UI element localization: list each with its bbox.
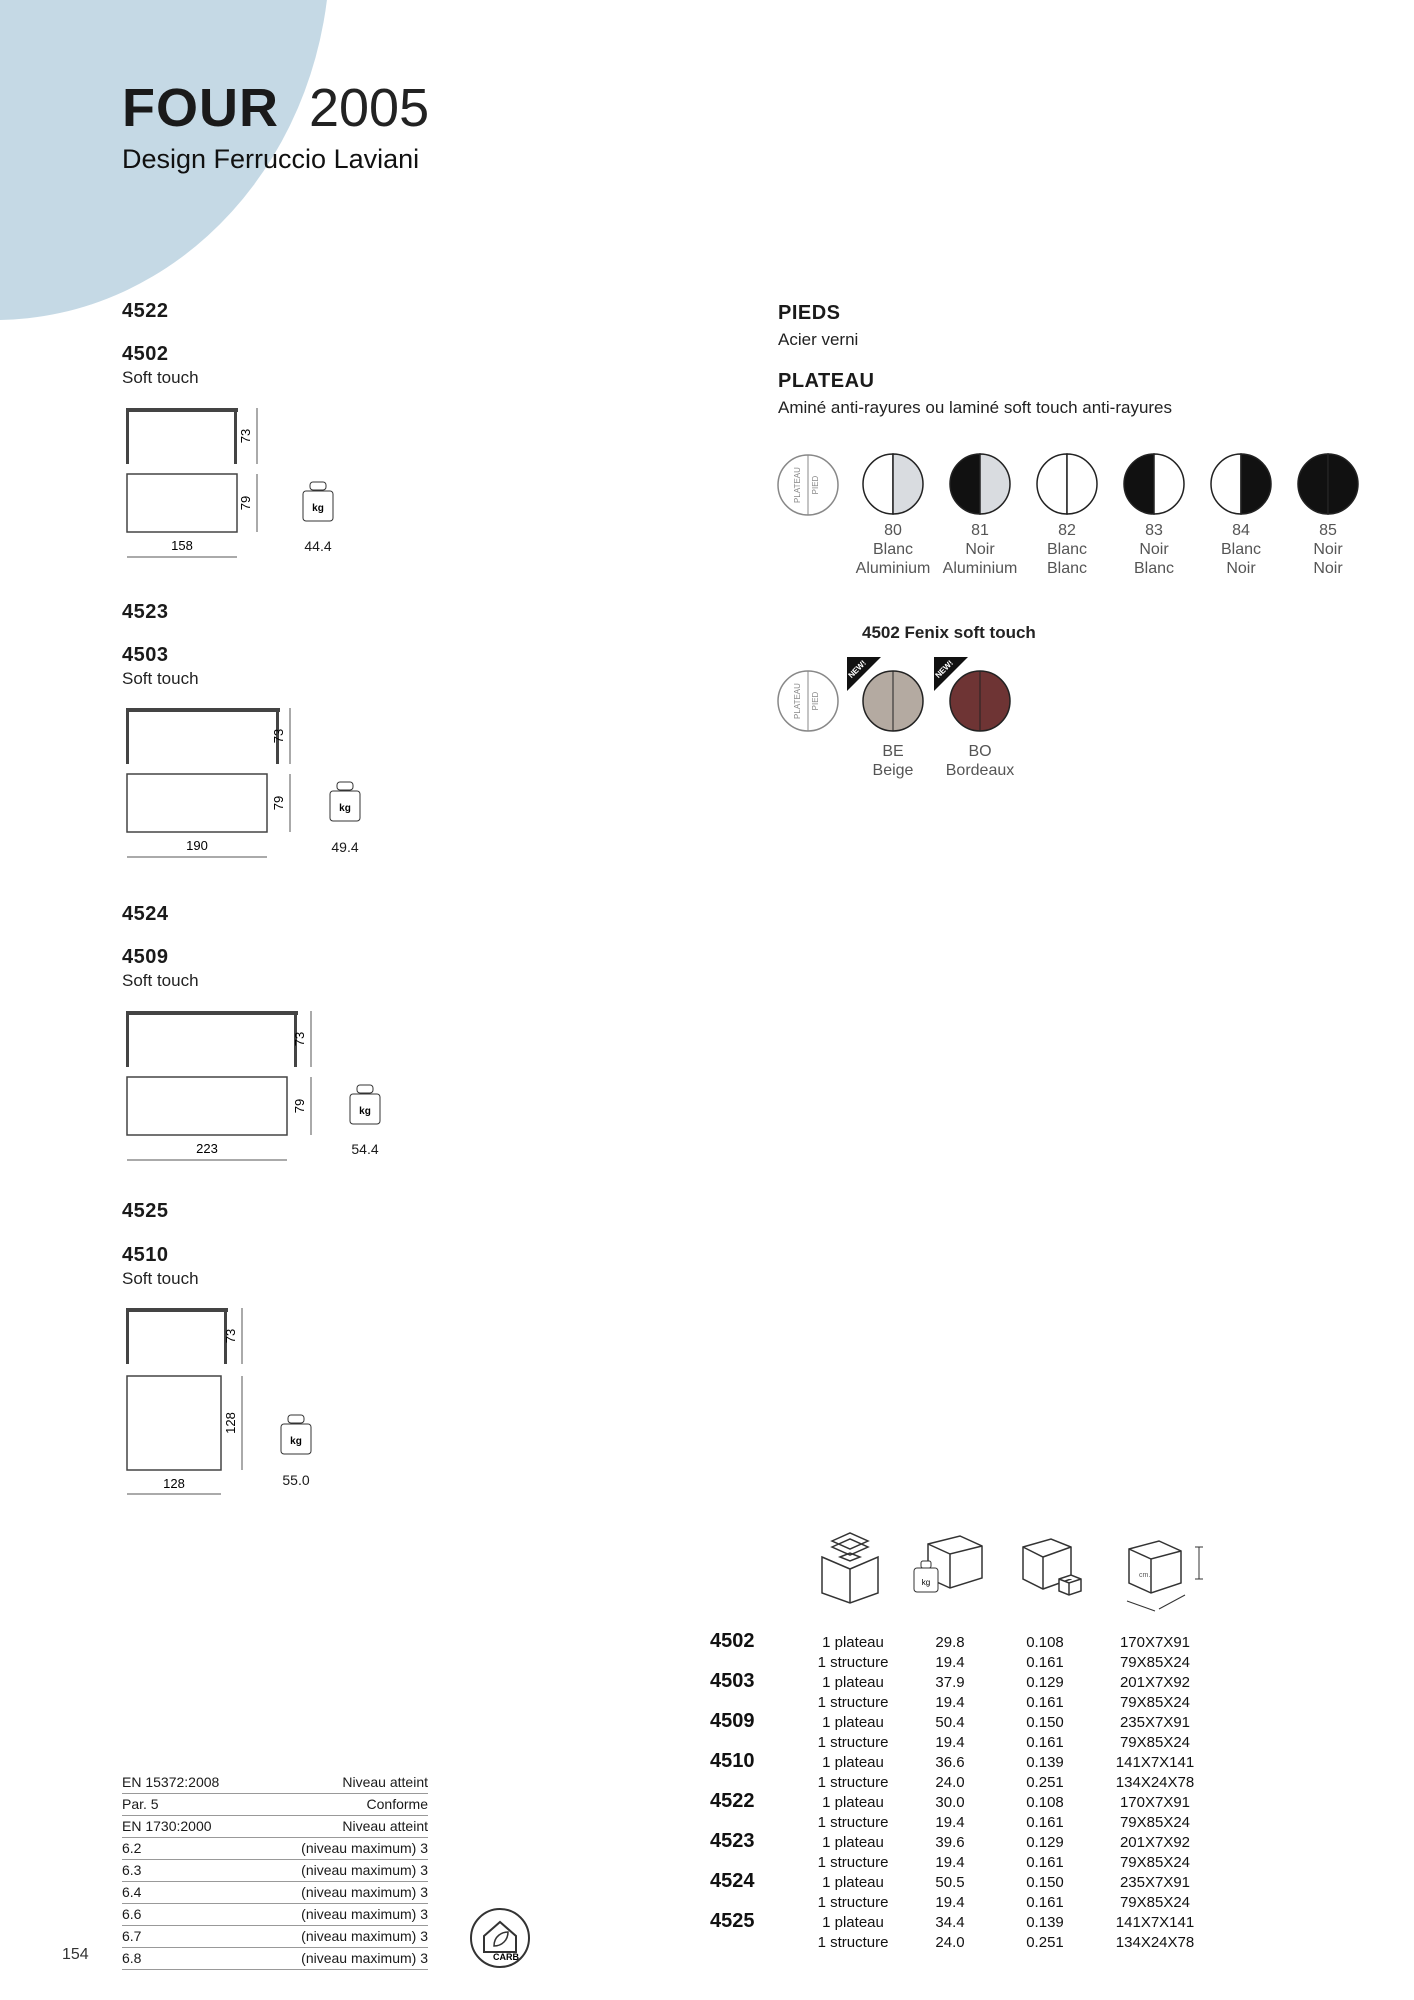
depth-label: 79: [238, 495, 253, 511]
swatch-leg-finish: Blanc: [1133, 560, 1175, 577]
plateau-pied-legend: [776, 453, 840, 517]
fenix-swatch-beige: [845, 655, 935, 780]
row-code: 4502: [710, 1630, 755, 1652]
product-code: 4510: [122, 1244, 169, 1266]
weight-icon: [345, 1083, 385, 1138]
pieds-heading: PIEDS: [778, 302, 841, 324]
new-badge: NEW!: [846, 658, 868, 680]
product-finish: Soft touch: [122, 971, 199, 990]
table-row: 4525 1 plateau 34.4 0.139 141X7X141 1 structure 24.0 0.251 134X24X78: [710, 1910, 1195, 1951]
swatch-84: [1196, 452, 1286, 578]
swatch-leg-finish: Aluminium: [855, 560, 931, 577]
plateau-pied-legend: [776, 669, 840, 733]
product-code-top: 4524: [122, 903, 169, 925]
swatch-code: BE: [882, 743, 904, 760]
product-title: FOUR 2005: [122, 78, 430, 138]
package-volume-icon: [1015, 1535, 1095, 1615]
table-row: 4502 1 plateau 29.8 0.108 170X7X91 1 structure 19.4 0.161 79X85X24: [710, 1630, 1191, 1671]
table-row: 4510 1 plateau 36.6 0.139 141X7X141 1 structure 24.0 0.251 134X24X78: [710, 1750, 1195, 1791]
norm-row: 6.6 (niveau maximum) 3: [122, 1904, 428, 1926]
norm-row: EN 1730:2000 Niveau atteint: [122, 1816, 428, 1838]
product-code-top: 4522: [122, 300, 169, 322]
svg-text:PIED: PIED: [811, 475, 820, 495]
product-code-top: 4523: [122, 601, 169, 623]
norm-row: 6.8 (niveau maximum) 3: [122, 1948, 428, 1970]
length-label: 128: [163, 1476, 185, 1491]
height-label: 73: [292, 1031, 307, 1047]
height-label: 73: [223, 1328, 238, 1344]
designer-name: Design Ferruccio Laviani: [122, 144, 420, 174]
carb-label: CARB: [493, 1952, 519, 1962]
depth-label: 128: [223, 1412, 238, 1434]
weight-icon: [298, 480, 338, 535]
plateau-heading: PLATEAU: [778, 370, 875, 392]
product-code: 4503: [122, 644, 169, 666]
length-label: 190: [186, 838, 208, 853]
length-label: 223: [196, 1141, 218, 1156]
norm-row: Par. 5 Conforme: [122, 1794, 428, 1816]
norm-row: 6.4 (niveau maximum) 3: [122, 1882, 428, 1904]
swatch-code: BO: [968, 743, 992, 760]
product-finish: Soft touch: [122, 1269, 199, 1288]
swatch-top-finish: Blanc: [1046, 541, 1088, 558]
swatch-code: 82: [1058, 522, 1076, 539]
table-row: 4522 1 plateau 30.0 0.108 170X7X91 1 structure 19.4 0.161 79X85X24: [710, 1790, 1191, 1831]
svg-text:kg: kg: [290, 1436, 302, 1447]
package-contents-icon: [810, 1525, 890, 1605]
svg-text:PLATEAU: PLATEAU: [793, 683, 802, 719]
product-code: 4509: [122, 946, 169, 968]
svg-text:PIED: PIED: [811, 691, 820, 711]
depth-label: 79: [292, 1098, 307, 1114]
weight-value: 54.4: [351, 1141, 379, 1157]
norm-row: 6.7 (niveau maximum) 3: [122, 1926, 428, 1948]
swatch-code: 83: [1145, 522, 1163, 539]
height-label: 73: [271, 728, 286, 744]
swatch-81: [935, 452, 1025, 578]
table-row: 4524 1 plateau 50.5 0.150 235X7X91 1 structure 19.4 0.161 79X85X24: [710, 1870, 1191, 1911]
svg-text:kg: kg: [921, 1578, 931, 1587]
norm-row: 6.3 (niveau maximum) 3: [122, 1860, 428, 1882]
swatch-top-finish: Blanc: [1220, 541, 1262, 558]
row-code: 4503: [710, 1670, 755, 1692]
row-code: 4522: [710, 1790, 755, 1812]
swatch-leg-finish: Noir: [1226, 560, 1256, 577]
swatch-code: 85: [1319, 522, 1337, 539]
row-code: 4525: [710, 1910, 755, 1932]
pieds-description: Acier verni: [778, 330, 859, 349]
swatch-top-finish: Noir: [1313, 541, 1343, 558]
product-code-top: 4525: [122, 1200, 169, 1222]
weight-value: 44.4: [304, 538, 332, 554]
table-drawing-4503: [118, 700, 358, 860]
swatch-83: [1109, 452, 1199, 578]
product-finish: Soft touch: [122, 669, 199, 688]
weight-value: 55.0: [282, 1472, 310, 1488]
svg-text:PLATEAU: PLATEAU: [793, 467, 802, 503]
package-dimensions-icon: [1115, 1535, 1215, 1615]
weight-icon: [276, 1413, 316, 1468]
svg-text:cm.: cm.: [1139, 1572, 1151, 1579]
svg-text:kg: kg: [359, 1106, 371, 1117]
norms-list: [122, 1772, 428, 1970]
table-row: 4523 1 plateau 39.6 0.129 201X7X92 1 structure 19.4 0.161 79X85X24: [710, 1830, 1191, 1871]
fenix-swatch-bordeaux: [932, 655, 1022, 780]
carb-certification-icon: [468, 1906, 532, 1970]
swatch-leg-finish: Blanc: [1046, 560, 1088, 577]
fenix-title: 4502 Fenix soft touch: [862, 623, 1036, 642]
height-label: 73: [238, 428, 253, 444]
swatch-82: [1022, 452, 1112, 578]
table-drawing-4510: [118, 1300, 338, 1500]
weight-value: 49.4: [331, 839, 359, 855]
svg-text:kg: kg: [339, 803, 351, 814]
row-code: 4523: [710, 1830, 755, 1852]
depth-label: 79: [271, 795, 286, 811]
row-code: 4524: [710, 1870, 755, 1892]
page-number: 154: [62, 1946, 89, 1963]
row-code: 4509: [710, 1710, 755, 1732]
product-code: 4502: [122, 343, 169, 365]
swatch-top-finish: Noir: [965, 541, 995, 558]
package-weight-icon: [910, 1532, 990, 1612]
swatch-code: 80: [884, 522, 902, 539]
swatch-name: Beige: [872, 762, 914, 779]
swatch-top-finish: Noir: [1139, 541, 1169, 558]
swatch-code: 84: [1232, 522, 1250, 539]
product-finish: Soft touch: [122, 368, 199, 387]
new-badge: NEW!: [933, 658, 955, 680]
swatch-80: [848, 452, 938, 578]
color-swatches: [848, 452, 1378, 592]
swatch-code: 81: [971, 522, 989, 539]
weight-icon: [325, 780, 365, 835]
norm-row: EN 15372:2008 Niveau atteint: [122, 1772, 428, 1794]
length-label: 158: [171, 538, 193, 553]
svg-text:kg: kg: [312, 503, 324, 514]
swatch-leg-finish: Aluminium: [942, 560, 1018, 577]
norm-row: 6.2 (niveau maximum) 3: [122, 1838, 428, 1860]
swatch-leg-finish: Noir: [1313, 560, 1343, 577]
table-row: 4509 1 plateau 50.4 0.150 235X7X91 1 structure 19.4 0.161 79X85X24: [710, 1710, 1191, 1751]
table-row: 4503 1 plateau 37.9 0.129 201X7X92 1 structure 19.4 0.161 79X85X24: [710, 1670, 1191, 1711]
row-code: 4510: [710, 1750, 755, 1772]
plateau-description: Aminé anti-rayures ou laminé soft touch anti-rayures: [778, 398, 1173, 417]
swatch-85: [1283, 452, 1373, 578]
swatch-name: Bordeaux: [945, 762, 1015, 779]
swatch-top-finish: Blanc: [872, 541, 914, 558]
